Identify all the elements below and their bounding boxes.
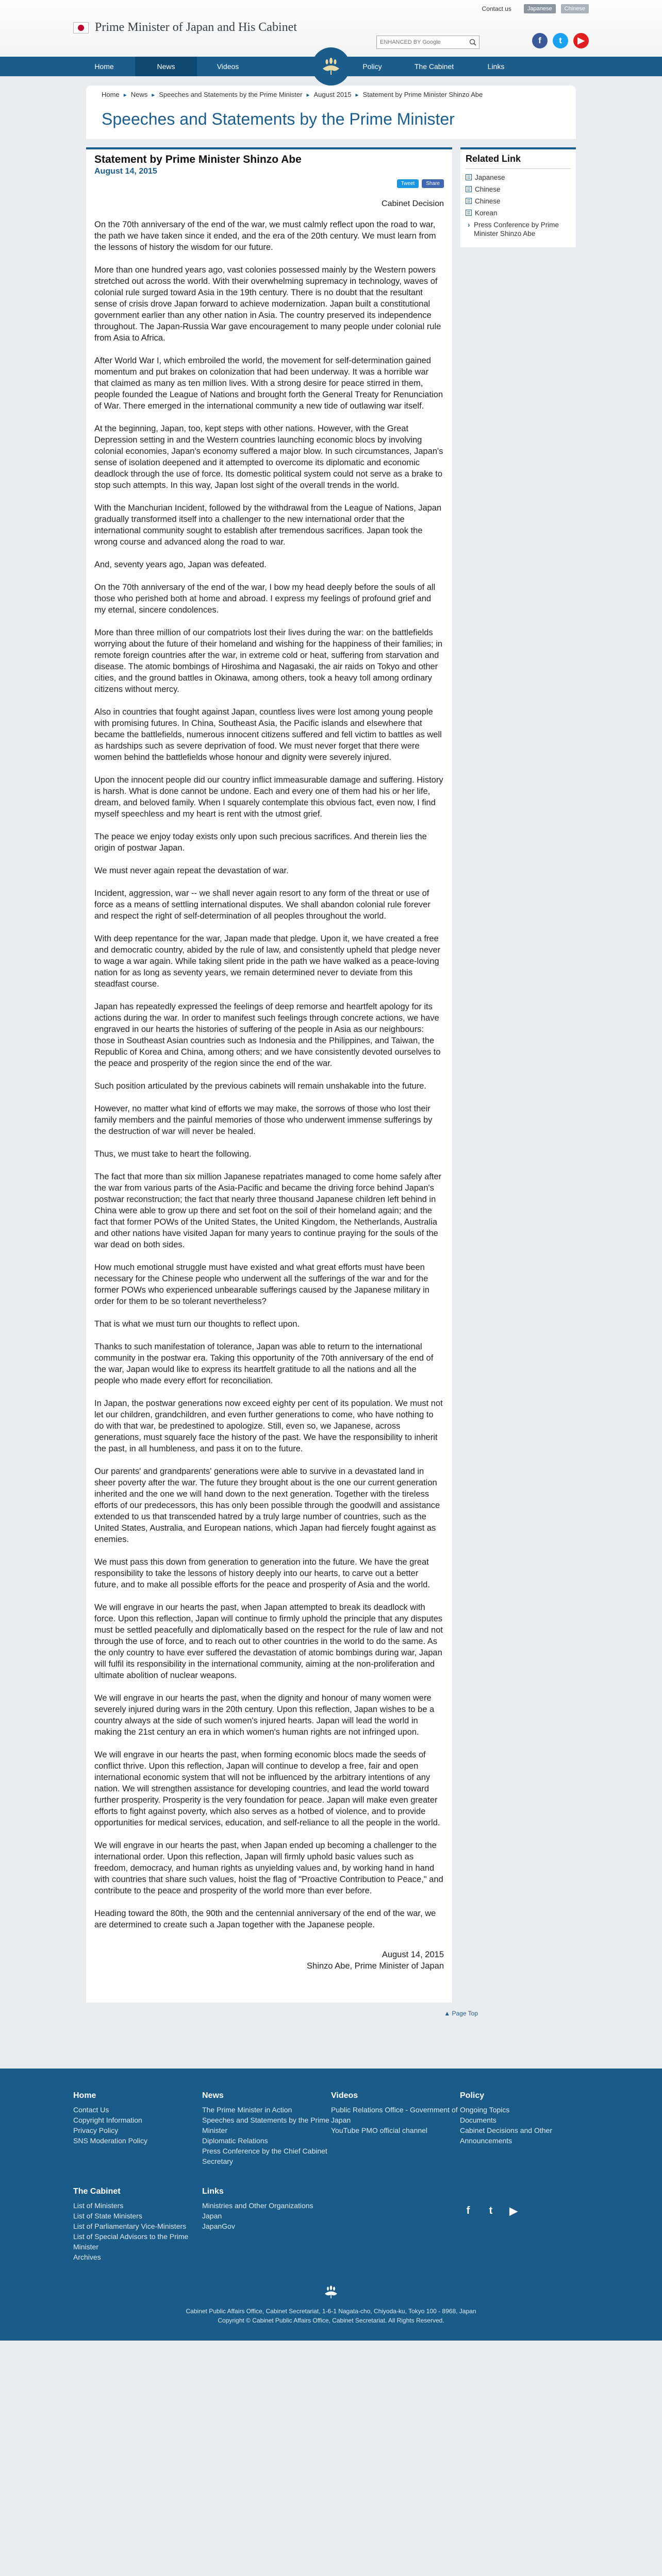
signoff: [94, 1949, 444, 1972]
footer-link[interactable]: List of Special Advisors to the Prime Minister: [73, 2232, 189, 2251]
footer-link[interactable]: Copyright Information: [73, 2116, 142, 2124]
footer-link[interactable]: Contact Us: [73, 2106, 109, 2114]
article-paragraph: How much emotional struggle must have existed and what great efforts must have been necessary for the Chinese people who underwent all the sufferings of the war and for the former POWs who experienced unbearable sufferings caused by the Japanese military in order for them to be so tolerant nevertheless?: [94, 1263, 429, 1306]
related-link-panel: [460, 147, 576, 247]
site-footer: [0, 2069, 662, 2341]
article: [86, 147, 452, 2003]
article-paragraph: Thanks to such manifestation of tolerance, Japan was able to return to the international community in the postwar era. Taking this opportunity of the 70th anniversary of the end of the war, Japan would like to express its heartfelt gratitude to all the nations and all the people who made every effort for reconciliation.: [94, 1342, 434, 1385]
footer-col-cabinet: [73, 2187, 202, 2262]
article-paragraph: We will engrave in our hearts the past, when the dignity and honour of many women were severely injured during wars in the 20th century. Upon this reflection, Japan wishes to be a country always at the side of such women's injured hearts. Japan will lead the world in making the 21st century an era in which women's human rights are not infringed upon.: [94, 1693, 435, 1737]
footer-link[interactable]: List of Ministers: [73, 2201, 124, 2210]
article-paragraph: On the 70th anniversary of the end of the war, we must calmly reflect upon the road to war, the path we have taken since it ended, and the era of the 20th century. We must learn from the lessons of history the wisdom for our future.: [94, 220, 436, 252]
article-paragraph: We must pass this down from generation to generation into the future. We have the great responsibility to take the lessons of history deeply into our hearts, to carve out a better future, and to make all possible efforts for the peace and prosperity of Asia and the world.: [94, 1557, 430, 1589]
article-paragraph: Japan has repeatedly expressed the feelings of deep remorse and heartfelt apology for its actions during the war. In order to manifest such feelings through concrete actions, we have engraved in our hearts the histories of suffering of the people in Asia as our neighbours: those in Southeast Asian countries such as Indonesia and the Philippines, and Taiwan, the Republic of Korea and China, among others; and we have consistently devoted ourselves to the peace and prosperity of the region since the end of the war.: [94, 1002, 441, 1068]
article-paragraph: More than three million of our compatriots lost their lives during the war: on the battlefields worrying about the future of their homeland and wishing for the happiness of their families; in remote foreign countries after the war, in extreme cold or heat, suffering from starvation and disease. The atomic bombings of Hiroshima and Nagasaki, the air raids on Tokyo and other cities, and the ground battles in Okinawa, among others, took a heavy toll among ordinary citizens without mercy.: [94, 628, 443, 694]
nav-the-cabinet[interactable]: The Cabinet: [414, 62, 454, 71]
document-icon: ☰: [466, 186, 472, 192]
document-type: Cabinet Decision: [382, 199, 444, 208]
footer-social: [460, 2202, 589, 2219]
article-paragraph: Such position articulated by the previous cabinets will remain unshakable into the future.: [94, 1081, 426, 1091]
article-paragraph: Also in countries that fought against Japan, countless lives were lost among young people with promising futures. In China, Southeast Asia, the Pacific islands and elsewhere that became the battlefields, numerous innocent citizens suffered and fell victim to battles as well as hardships such as severe deprivation of food. We must never forget that there were women behind the battlefields whose honour and dignity were severely injured.: [94, 707, 442, 762]
chevron-right-icon: ▸: [306, 91, 310, 98]
footer-heading[interactable]: Links: [202, 2187, 224, 2196]
article-paragraph: We will engrave in our hearts the past, when Japan attempted to break its deadlock with force. Upon this reflection, Japan will continue to firmly uphold the principle that any disputes must be settled peacefully and diplomatically based on the respect for the rule of law and not through the use of force, and to reach out to other countries in the world to do the same. As the only country to have ever suffered the devastation of atomic bombings during war, Japan will fulfil its responsibility in the international community, aiming at the non-proliferation and ultimate abolition of nuclear weapons.: [94, 1603, 443, 1680]
article-paragraph: However, no matter what kind of efforts we may make, the sorrows of those who lost their family members and the painful memories of those who underwent immense sufferings by the destruction of war will never be healed.: [94, 1104, 433, 1136]
related-link-title: Related Link: [466, 154, 571, 169]
article-paragraph: At the beginning, Japan, too, kept steps with other nations. However, with the Great Depression setting in and the Western countries launching economic blocs by involving colonial economies, Japan's economy suffered a major blow. In such circumstances, Japan's sense of isolation deepened and it attempted to overcome its diplomatic and economic deadlock through the use of force. Its domestic political system could not serve as a brake to stop such attempts. In this way, Japan lost sight of the overall trends in the world.: [94, 424, 443, 490]
footer-link[interactable]: Press Conference by the Chief Cabinet Secretary: [202, 2147, 327, 2165]
footer-link[interactable]: Documents: [460, 2116, 496, 2124]
footer-link[interactable]: YouTube PMO official channel: [331, 2126, 428, 2134]
article-header: [94, 149, 444, 188]
footer-col-policy: [460, 2091, 589, 2166]
nav-policy[interactable]: Policy: [362, 62, 382, 71]
document-icon: ☰: [466, 198, 472, 204]
related-lang-korean[interactable]: ☰ Korean: [466, 209, 571, 217]
document-icon: ☰: [466, 210, 472, 216]
breadcrumb-current: Statement by Prime Minister Shinzo Abe: [362, 91, 483, 98]
footer-link[interactable]: Diplomatic Relations: [202, 2137, 268, 2145]
article-paragraph: The fact that more than six million Japanese repatriates managed to come home safely after the war from various parts of the Asia-Pacific and became the driving force behind Japan's postwar reconstruction; the fact that nearly three thousand Japanese children left behind in China were able to grow up there and set foot on the soil of their homeland again; and the fact that former POWs of the United States, the United Kingdom, the Netherlands, Australia and other nations have visited Japan for many years to continue praying for the souls of the war dead on both sides.: [94, 1172, 442, 1249]
search-icon[interactable]: [467, 36, 479, 48]
search-input[interactable]: [377, 39, 467, 45]
page-wrap: [86, 76, 576, 2017]
article-paragraph: With deep repentance for the war, Japan made that pledge. Upon it, we have created a free and democratic country, abided by the rule of law, and consistently upheld that pledge never to wage a war again. While taking silent pride in the path we have walked as a peace-loving nation for as long as seventy years, we remain determined never to deviate from this steadfast course.: [94, 934, 441, 989]
tweet-button[interactable]: Tweet: [397, 179, 419, 188]
article-paragraph: Heading toward the 80th, the 90th and the centennial anniversary of the end of the war, we are determined to create such a Japan together with the Japanese people.: [94, 1909, 436, 1929]
article-paragraph: Incident, aggression, war -- we shall never again resort to any form of the threat or use of force as a means of settling international disputes. We shall abandon colonial rule forever and respect the right of self-determination of all peoples throughout the world.: [94, 889, 431, 921]
signoff-date: August 14, 2015: [382, 1950, 444, 1959]
article-paragraph: Our parents' and grandparents' generations were able to survive in a devastated land in sheer poverty after the war. The future they brought about is the one our current generation inherited and the one we will hand down to the next generation. Together with the tireless efforts of our predecessors, this has only been possible through the goodwill and assistance extended to us that transcended hatred by a truly large number of countries, such as the United States, Australia, and European nations, which Japan had fiercely fought against as enemies.: [94, 1467, 440, 1544]
footer-heading[interactable]: The Cabinet: [73, 2187, 121, 2196]
content-area: [86, 139, 576, 2003]
japan-flag-icon: [73, 22, 89, 33]
twitter-icon[interactable]: t: [553, 33, 568, 48]
article-paragraph: We must never again repeat the devastation of war.: [94, 866, 289, 875]
footer-link[interactable]: Privacy Policy: [73, 2126, 119, 2134]
lang-japanese-button[interactable]: Japanese: [524, 4, 556, 13]
breadcrumb-month[interactable]: August 2015: [313, 91, 352, 98]
sidebar: [460, 147, 576, 2003]
article-paragraph: In Japan, the postwar generations now exceed eighty per cent of its population. We must not let our children, grandchildren, and even further generations to come, who have nothing to do with that war, be predestined to apologize. Still, even so, we Japanese, across generations, must squarely face the history of the past. We have the responsibility to inherit the past, in all humbleness, and pass it on to the future.: [94, 1399, 443, 1453]
footer-address: Cabinet Public Affairs Office, Cabinet Secretariat, 1-6-1 Nagata-cho, Chiyoda-ku, Tokyo 100 - 8968, Japan: [186, 2308, 476, 2315]
footer-heading[interactable]: Videos: [331, 2091, 358, 2100]
footer-col-news: [202, 2091, 331, 2166]
footer-link[interactable]: SNS Moderation Policy: [73, 2137, 147, 2145]
breadcrumb-news[interactable]: News: [130, 91, 148, 98]
related-press-conference-link[interactable]: › Press Conference by Prime Minister Shinzo Abe: [466, 221, 571, 238]
nav-news[interactable]: News: [135, 57, 197, 76]
article-paragraph: With the Manchurian Incident, followed by the withdrawal from the League of Nations, Japan gradually transformed itself into a challenger to the new international order that the international community sought to establish after tremendous sacrifices. Japan took the wrong course and advanced along the road to war.: [94, 503, 442, 547]
footer-link[interactable]: The Prime Minister in Action: [202, 2106, 292, 2114]
footer-link[interactable]: JapanGov: [202, 2222, 235, 2230]
article-body: [94, 219, 444, 1930]
footer-heading[interactable]: News: [202, 2091, 224, 2100]
facebook-share-button[interactable]: Share: [422, 179, 444, 188]
breadcrumb-speeches[interactable]: Speeches and Statements by the Prime Minister: [159, 91, 303, 98]
footer-link[interactable]: Public Relations Office - Government of Japan: [331, 2106, 458, 2124]
chevron-right-icon: ▸: [123, 91, 127, 98]
article-paragraph: On the 70th anniversary of the end of the war, I bow my head deeply before the souls of all those who perished both at home and abroad. I express my feelings of profound grief and my eternal, sincere condolences.: [94, 583, 436, 615]
social-links: [532, 33, 589, 48]
paulownia-emblem-icon: [322, 2283, 340, 2301]
article-paragraph: And, seventy years ago, Japan was defeated.: [94, 560, 267, 569]
footer-heading[interactable]: Home: [73, 2091, 96, 2100]
article-paragraph: The peace we enjoy today exists only upon such precious sacrifices. And therein lies the origin of postwar Japan.: [94, 832, 427, 853]
footer-link[interactable]: Ongoing Topics: [460, 2106, 510, 2114]
chevron-right-icon: ▸: [355, 91, 359, 98]
related-lang-chinese-1[interactable]: ☰ Chinese: [466, 185, 571, 194]
footer-heading[interactable]: Policy: [460, 2091, 485, 2100]
footer-link[interactable]: List of Parliamentary Vice-Ministers: [73, 2222, 187, 2230]
utility-links: [482, 4, 589, 13]
footer-col-home: [73, 2091, 202, 2166]
nav-home[interactable]: Home: [94, 62, 114, 71]
article-title: Statement by Prime Minister Shinzo Abe: [94, 154, 302, 165]
nav-links[interactable]: Links: [487, 62, 505, 71]
article-paragraph: We will engrave in our hearts the past, when Japan ended up becoming a challenger to the international order. Upon this reflection, Japan will firmly uphold basic values such as freedom, democracy, and human rights as unyielding values and, by working hand in hand with countries that share such values, hoist the flag of "Proactive Contribution to Peace," and contribute to the peace and prosperity of the world more than ever before.: [94, 1841, 443, 1895]
page-top-label: Page Top: [452, 2010, 478, 2017]
nav-videos[interactable]: Videos: [217, 62, 239, 71]
contact-link[interactable]: Contact us: [482, 5, 511, 12]
footer-col-videos: [331, 2091, 460, 2166]
youtube-icon[interactable]: ▶: [509, 2205, 518, 2217]
chevron-right-icon: ▸: [152, 91, 155, 98]
search-box: [376, 36, 479, 49]
footer-link[interactable]: Speeches and Statements by the Prime Minister: [202, 2116, 329, 2134]
facebook-icon[interactable]: f: [532, 33, 548, 48]
footer-link[interactable]: Archives: [73, 2253, 101, 2261]
document-icon: ☰: [466, 174, 472, 180]
article-paragraph: We will engrave in our hearts the past, when forming economic blocs made the seeds of conflict thrive. Upon this reflection, Japan will continue to develop a free, fair and open international economic system that will not be influenced by the arbitrary intentions of any nation. We will strengthen assistance for developing countries, and lead the world toward further prosperity. Prosperity is the very foundation for peace. Japan will make even greater efforts to fight against poverty, which also serves as a hotbed of violence, and to provide opportunities for medical services, education, and self-reliance to all the people in the world.: [94, 1750, 440, 1827]
page-top-link[interactable]: ▲ Page Top: [444, 2010, 478, 2017]
footer-link[interactable]: List of State Ministers: [73, 2212, 142, 2220]
article-paragraph: Thus, we must take to heart the following.: [94, 1149, 252, 1159]
page-title: Speeches and Statements by the Prime Minister: [102, 110, 455, 128]
title-card: [86, 86, 576, 139]
main-nav: [0, 57, 662, 76]
article-paragraph: That is what we must turn our thoughts to reflect upon.: [94, 1319, 300, 1329]
related-lang-japanese[interactable]: ☰ Japanese: [466, 173, 571, 182]
article-paragraph: Upon the innocent people did our country inflict immeasurable damage and suffering. History is harsh. What is done cannot be undone. Each and every one of them had his or her life, dream, and beloved family. When I squarely contemplate this obvious fact, even now, I find myself speechless and my heart is rent with the utmost grief.: [94, 775, 443, 819]
footer-link[interactable]: Ministries and Other Organizations Japan: [202, 2201, 313, 2220]
related-lang-chinese-2[interactable]: ☰ Chinese: [466, 197, 571, 206]
site-title: Prime Minister of Japan and His Cabinet: [95, 21, 297, 34]
footer-col-links: [202, 2187, 331, 2262]
facebook-icon[interactable]: f: [466, 2205, 470, 2216]
footer-link[interactable]: Cabinet Decisions and Other Announcements: [460, 2126, 552, 2145]
article-date: August 14, 2015: [94, 167, 157, 176]
share-buttons: [94, 179, 444, 188]
youtube-icon[interactable]: ▶: [573, 33, 589, 48]
signoff-name: Shinzo Abe, Prime Minister of Japan: [307, 1961, 444, 1971]
footer-copyright: Copyright © Cabinet Public Affairs Office, Cabinet Secretariat. All Rights Reserved.: [218, 2317, 444, 2324]
site-logo[interactable]: [73, 21, 297, 35]
article-paragraph: More than one hundred years ago, vast colonies possessed mainly by the Western powers stretched out across the world. With their overwhelming supremacy in technology, waves of colonial rule surged toward Asia in the 19th century. There is no doubt that the resultant sense of crisis drove Japan forward to achieve modernization. Japan built a constitutional government earlier than any other nation in Asia. The country preserved its independence throughout. The Japan-Russia War gave encouragement to many people under colonial rule from Asia to Africa.: [94, 265, 441, 343]
footer-bottom: [73, 2283, 589, 2325]
lang-chinese-button[interactable]: Chinese: [561, 4, 589, 13]
article-paragraph: After World War I, which embroiled the world, the movement for self-determination gained momentum and put brakes on colonization that had been underway. It was a horrible war that claimed as many as ten million lives. With a strong desire for peace stirred in them, people founded the League of Nations and brought forth the General Treaty for Renunciation of War. There emerged in the international community a new tide of outlawing war itself.: [94, 356, 443, 411]
breadcrumb-home[interactable]: Home: [102, 91, 120, 98]
twitter-icon[interactable]: t: [489, 2205, 493, 2216]
breadcrumb: [102, 91, 560, 98]
